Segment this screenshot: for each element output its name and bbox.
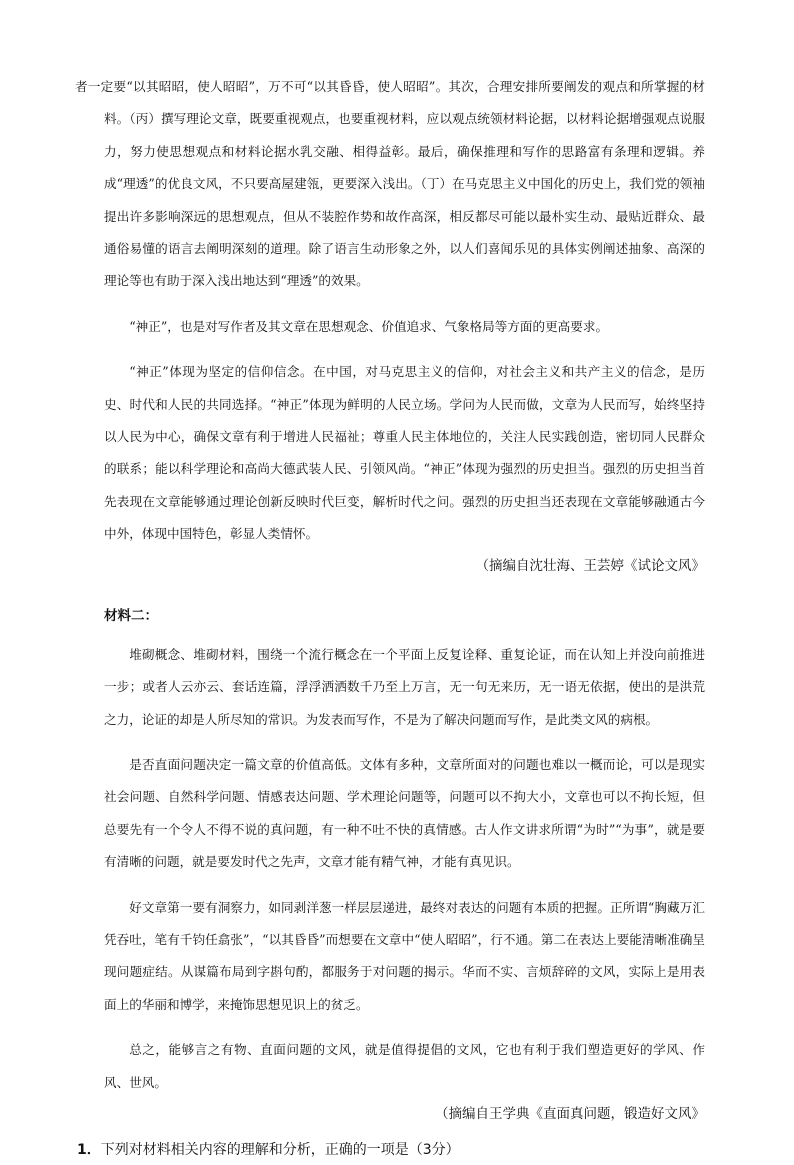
material-one-source: （摘编自沈壮海、王芸婷《试论文风》 xyxy=(475,557,705,574)
material-two-paragraph-3: 好文章第一要有洞察力，如同剥洋葱一样层层递进，最终对表达的问题有本质的把握。正所谓“胸藏万汇凭吞吐，笔有千钧任翕张”，“以其昏昏”而想要在文章中“使人昭昭”，行不通。第二在表达上要能清晰准确呈现问题症结。从谋篇布局到字斟句酌，都服务于对问题的揭示。华而不实、言烦辞碎的文风，实际上是用表面上的华丽和博学，来掩饰思想见识上的贫乏。 xyxy=(104,899,705,1012)
material-one-paragraph-1: 者一定要“以其昭昭，使人昭昭”，万不可“以其昏昏，使人昭昭”。其次，合理安排所要阐发的观点和所掌握的材料。（丙）撰写理论文章，既要重视观点，也要重视材料，应以观点统领材料论据，以材料论据增强观点说服力，努力使思想观点和材料论据水乳交融、相得益彰。最后，确保推理和写作的思路富有条理和逻辑。养成“理透”的优良文风，不只要高屋建瓴，更要深入浅出。（丁）在马克思主义中国化的历史上，我们党的领袖提出许多影响深远的思想观点，但从不装腔作势和故作高深，相反都尽可能以最朴实生动、最贴近群众、最通俗易懂的语言去阐明深刻的道理。除了语言生动形象之外，以人们喜闻乐见的具体实例阐述抽象、高深的理论等也有助于深入浅出地达到“理透”的效果。 xyxy=(75,79,705,289)
question-1 xyxy=(77,1135,705,1165)
material-one-paragraph-3: “神正”体现为坚定的信仰信念。在中国，对马克思主义的信仰，对社会主义和共产主义的信念，是历史、时代和人民的共同选择。“神正”体现为鲜明的人民立场。学问为人民而做，文章为人民而写，始终坚持以人民为中心，确保文章有利于增进人民福祉；尊重人民主体地位的，关注人民实践创造，密切同人民群众的联系；能以科学理论和高尚大德武装人民、引领风尚。“神正”体现为强烈的历史担当。强烈的历史担当首先表现在文章能够通过理论创新反映时代巨变，解析时代之问。强烈的历史担当还表现在文章能够融通古今中外，体现中国特色，彰显人类情怀。 xyxy=(104,364,705,542)
question-number: 1． xyxy=(77,1141,101,1158)
material-two-paragraph-4: 总之，能够言之有物、直面问题的文风，就是值得提倡的文风，它也有利于我们塑造更好的学风、作风、世风。 xyxy=(104,1042,705,1090)
material-two-paragraph-1: 堆砌概念、堆砌材料，围绕一个流行概念在一个平面上反复诠释、重复论证，而在认知上并没向前推进一步；或者人云亦云、套话连篇，浮浮洒洒数千乃至上万言，无一句无来历，无一语无依据，使出的是洪荒之力，论证的却是人所尽知的常识。为发表而写作，不是为了解决问题而写作，是此类文风的病根。 xyxy=(104,646,705,727)
question-text: 下列对材料相关内容的理解和分析，正确的一项是（3分） xyxy=(100,1141,460,1158)
material-two-heading: 材料二： xyxy=(104,607,158,624)
material-two-source: （摘编自王学典《直面真问题，锻造好文风》 xyxy=(435,1105,705,1122)
material-two-paragraph-2: 是否直面问题决定一篇文章的价值高低。文体有多种，文章所面对的问题也难以一概而论，可以是现实社会问题、自然科学问题、情感表达问题、学术理论问题等，问题可以不拘大小，文章也可以不拘长短，但总要先有一个令人不得不说的真问题，有一种不吐不快的真情感。古人作文讲求所谓“为时”“为事”，就是要有清晰的问题，就是要发时代之先声，文章才能有精气神，才能有真见识。 xyxy=(104,756,705,870)
material-one-paragraph-2: “神正”，也是对写作者及其文章在思想观念、价值追求、气象格局等方面的更高要求。 xyxy=(129,318,609,334)
